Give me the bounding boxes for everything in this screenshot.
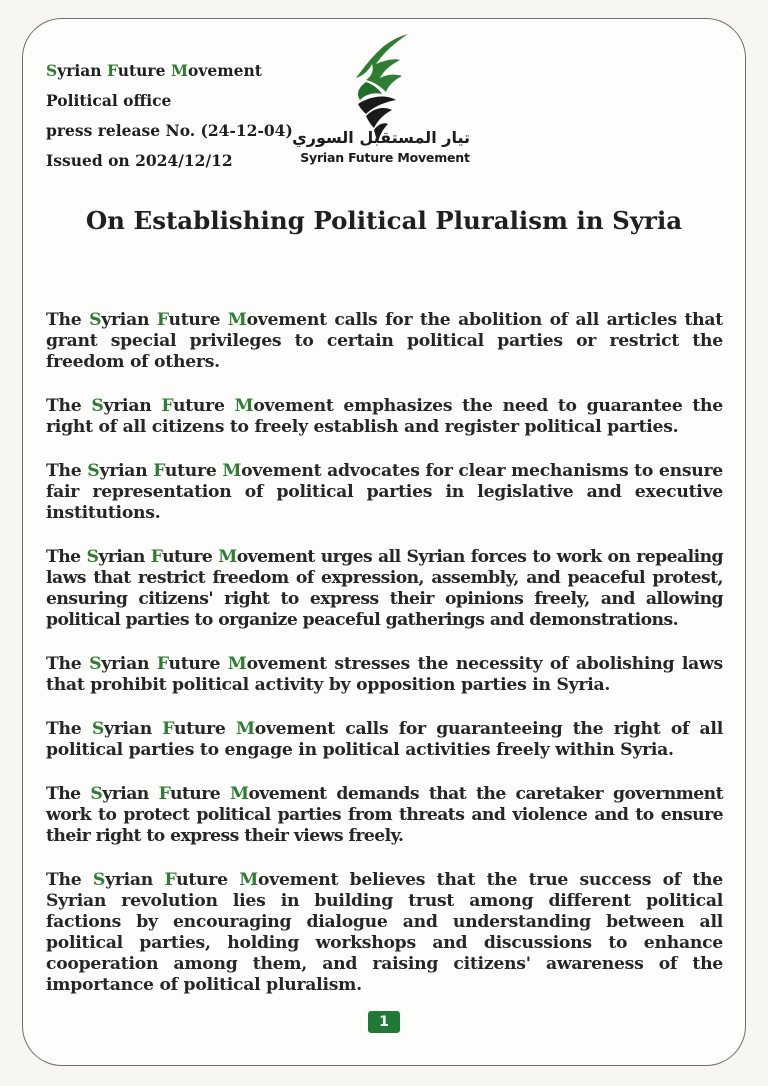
paragraph: The Syrian Future Movement urges all Syrian forces to work on repealing laws that restrict freedom of expression, assembly, and peaceful protest, ensuring citizens' right to express their opinions freely, and allowing political parties to organize peaceful gatherings and demonstrations. — [46, 547, 723, 630]
logo-arabic-name: تيار المستقبل السوري — [292, 128, 470, 147]
page-number-badge: 1 — [368, 1011, 400, 1033]
org-name: Syrian Future Movement — [46, 61, 262, 80]
paragraph: The Syrian Future Movement calls for guaranteeing the right of all political parties to engage in political activities freely within Syria. — [46, 719, 723, 760]
press-release-number: press release No. (24-12-04) — [46, 121, 293, 140]
header-info — [46, 56, 293, 176]
paragraph: The Syrian Future Movement calls for the abolition of all articles that grant special privileges to certain political parties or restrict the freedom of others. — [46, 310, 723, 372]
paragraph: The Syrian Future Movement emphasizes the need to guarantee the right of all citizens to freely establish and register political parties. — [46, 396, 723, 437]
movement-logo-icon — [292, 30, 470, 170]
press-release-body — [46, 310, 723, 1019]
paragraph: The Syrian Future Movement advocates for clear mechanisms to ensure fair representation of political parties in legislative and executive institutions. — [46, 461, 723, 523]
office-line: Political office — [46, 91, 172, 110]
page-title: On Establishing Political Pluralism in Syria — [85, 206, 683, 235]
logo-english-name: Syrian Future Movement — [300, 150, 470, 165]
paragraph: The Syrian Future Movement believes that the true success of the Syrian revolution lies in building trust among different political factions by encouraging dialogue and understanding between all political parties, holding workshops and discussions to enhance cooperation among them, and raising citizens' awareness of the importance of political pluralism. — [46, 870, 723, 995]
issue-date: Issued on 2024/12/12 — [46, 151, 233, 170]
paragraph: The Syrian Future Movement stresses the necessity of abolishing laws that prohibit political activity by opposition parties in Syria. — [46, 654, 723, 695]
paragraph: The Syrian Future Movement demands that the caretaker government work to protect political parties from threats and violence and to ensure their right to express their views freely. — [46, 784, 724, 846]
